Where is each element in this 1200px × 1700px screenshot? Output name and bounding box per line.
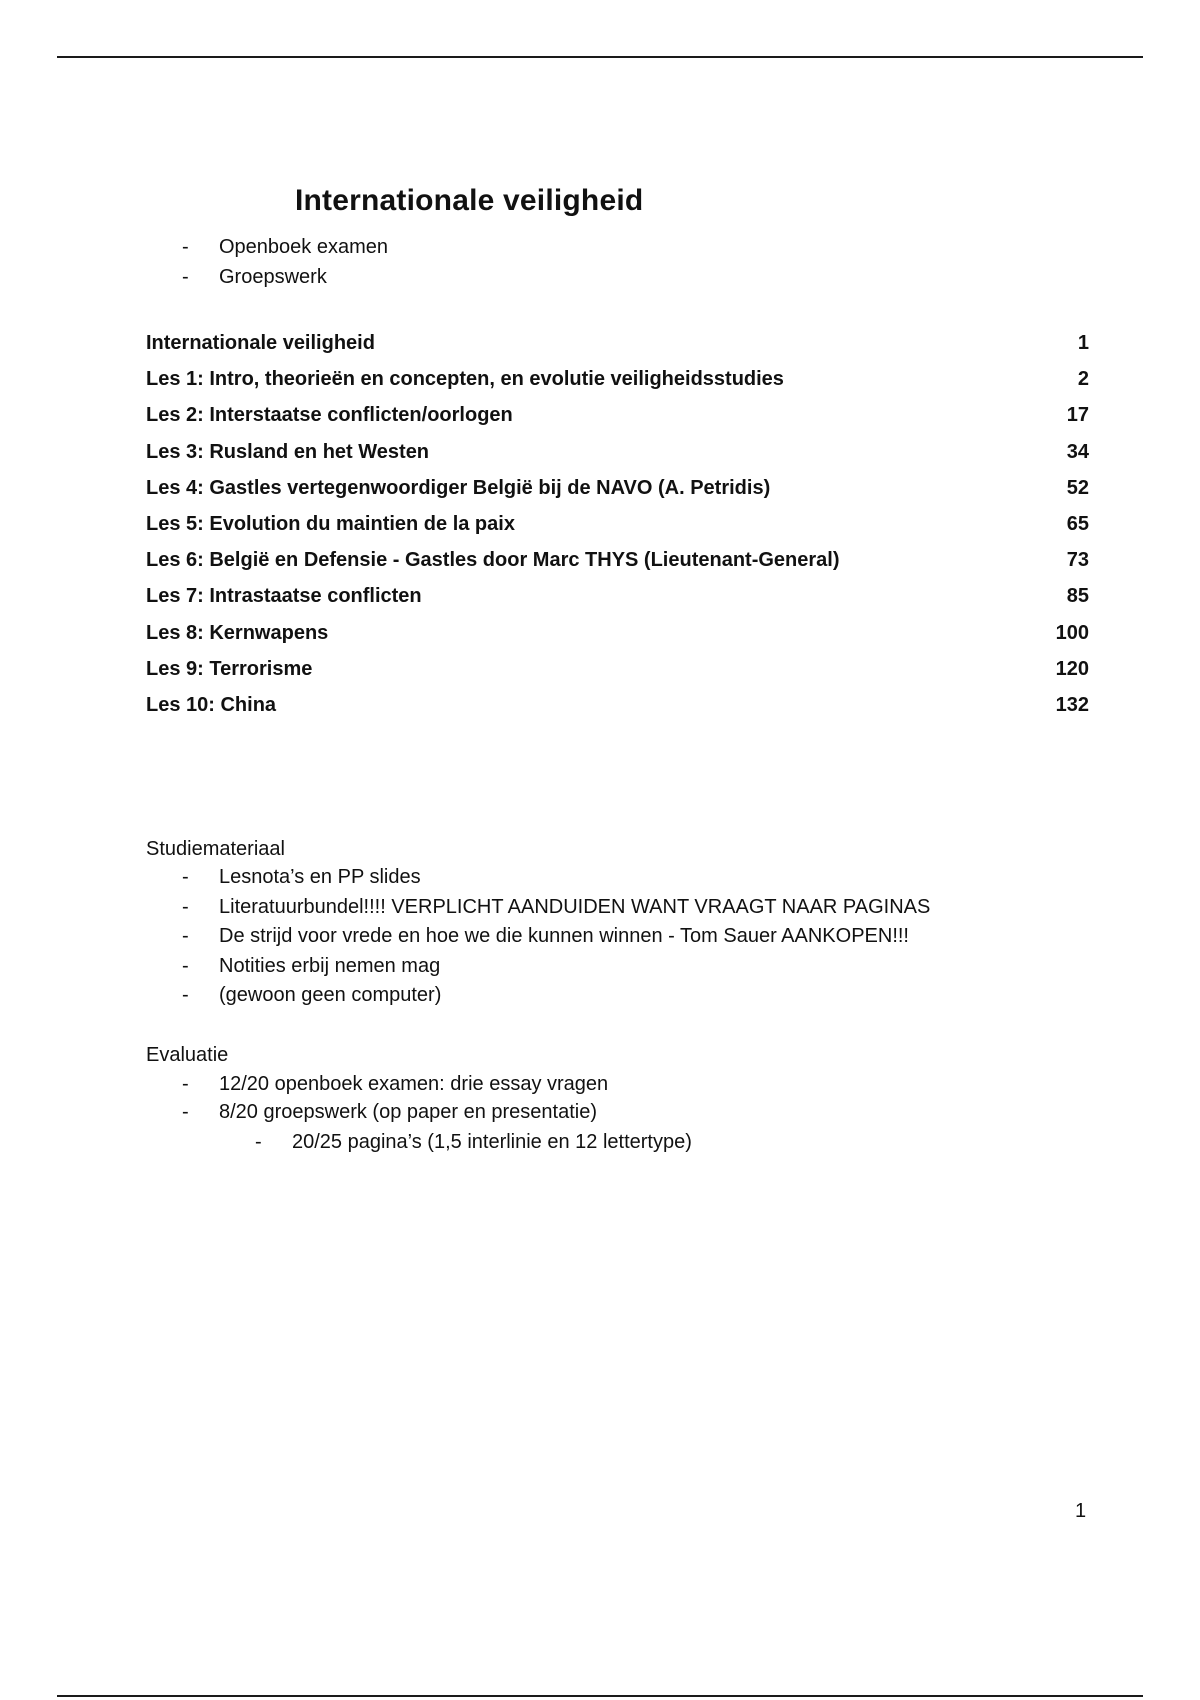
document-title: Internationale veiligheid — [295, 184, 644, 217]
toc-entry[interactable] — [146, 622, 1089, 658]
list-item — [182, 896, 930, 926]
bullet-dash: - — [255, 1131, 262, 1153]
toc-entry-title: Les 3: Rusland en het Westen — [146, 440, 430, 463]
bullet-dash: - — [182, 895, 189, 918]
evaluation-sublist — [255, 1131, 692, 1159]
bullet-dash: - — [182, 1101, 189, 1123]
bullet-dash: - — [182, 1073, 189, 1095]
toc-entry-title: Les 6: België en Defensie - Gastles door Marc THYS (Lieutenant-General) — [146, 549, 840, 572]
toc-entry[interactable] — [146, 549, 1089, 585]
toc-entry-page: 17 — [1066, 404, 1089, 427]
toc-entry[interactable] — [146, 441, 1089, 477]
toc-entry-page: 52 — [1066, 476, 1089, 499]
study-material-list — [182, 866, 930, 1014]
toc-entry-title: Les 8: Kernwapens — [146, 621, 329, 644]
toc-entry-title: Les 10: China — [146, 693, 277, 716]
list-item-text: Groepswerk — [219, 266, 327, 288]
toc-entry-title: Les 2: Interstaatse conflicten/oorlogen — [146, 404, 513, 427]
toc-entry[interactable] — [146, 332, 1089, 368]
list-item — [182, 266, 388, 296]
toc-entry-page: 73 — [1066, 549, 1089, 572]
list-item — [182, 955, 930, 985]
toc-entry-page: 1 — [1077, 332, 1089, 354]
evaluation-heading: Evaluatie — [146, 1044, 229, 1066]
toc-entry[interactable] — [146, 513, 1089, 549]
toc-entry-title: Les 1: Intro, theorieën en concepten, en evolutie veiligheidsstudies — [146, 368, 784, 391]
list-item-text: Openboek examen — [219, 236, 389, 258]
list-item — [182, 984, 930, 1014]
page-number: 1 — [1075, 1500, 1087, 1522]
header-rule — [57, 56, 1143, 58]
list-item-text: De strijd voor vrede en hoe we die kunnen winnen - Tom Sauer AANKOPEN!!! — [219, 925, 909, 948]
list-item-text: Lesnota’s en PP slides — [219, 866, 421, 888]
bullet-dash: - — [182, 984, 189, 1007]
evaluation-list — [182, 1073, 608, 1129]
toc-entry-page: 34 — [1066, 440, 1089, 463]
table-of-contents — [146, 332, 1089, 730]
toc-entry-page: 132 — [1055, 693, 1089, 716]
list-item-text: 8/20 groepswerk (op paper en presentatie) — [219, 1101, 598, 1123]
list-item-text: (gewoon geen computer) — [219, 984, 442, 1007]
bullet-dash: - — [182, 925, 189, 948]
toc-entry[interactable] — [146, 658, 1089, 694]
list-item — [182, 1073, 608, 1101]
toc-entry-page: 85 — [1066, 585, 1089, 608]
bullet-dash: - — [182, 236, 189, 258]
toc-entry-title: Internationale veiligheid — [146, 332, 375, 354]
toc-entry[interactable] — [146, 404, 1089, 440]
footer-rule — [57, 1695, 1143, 1697]
list-item — [182, 236, 388, 266]
list-item-text: 20/25 pagina’s (1,5 interlinie en 12 lettertype) — [292, 1131, 692, 1153]
toc-entry-page: 100 — [1055, 621, 1089, 644]
list-item-text: Literatuurbundel!!!! VERPLICHT AANDUIDEN WANT VRAAGT NAAR PAGINAS — [219, 895, 931, 918]
toc-entry-title: Les 7: Intrastaatse conflicten — [146, 585, 422, 608]
study-material-heading: Studiemateriaal — [146, 838, 285, 860]
toc-entry-title: Les 9: Terrorisme — [146, 657, 313, 680]
toc-entry-title: Les 4: Gastles vertegenwoordiger België bij de NAVO (A. Petridis) — [146, 476, 771, 499]
list-item — [182, 925, 930, 955]
list-item-text: Notities erbij nemen mag — [219, 954, 441, 977]
list-item-text: 12/20 openboek examen: drie essay vragen — [219, 1073, 609, 1095]
toc-entry[interactable] — [146, 477, 1089, 513]
bullet-dash: - — [182, 954, 189, 977]
bullet-dash: - — [182, 866, 189, 888]
toc-entry[interactable] — [146, 368, 1089, 404]
toc-entry-page: 2 — [1077, 368, 1089, 391]
toc-entry-page: 65 — [1066, 512, 1089, 535]
list-item — [182, 866, 930, 896]
toc-entry-title: Les 5: Evolution du maintien de la paix — [146, 512, 515, 535]
intro-list — [182, 236, 388, 296]
bullet-dash: - — [182, 266, 189, 288]
list-item — [182, 1101, 608, 1129]
list-item — [255, 1131, 692, 1159]
toc-entry[interactable] — [146, 694, 1089, 730]
toc-entry-page: 120 — [1055, 657, 1089, 680]
toc-entry[interactable] — [146, 585, 1089, 621]
